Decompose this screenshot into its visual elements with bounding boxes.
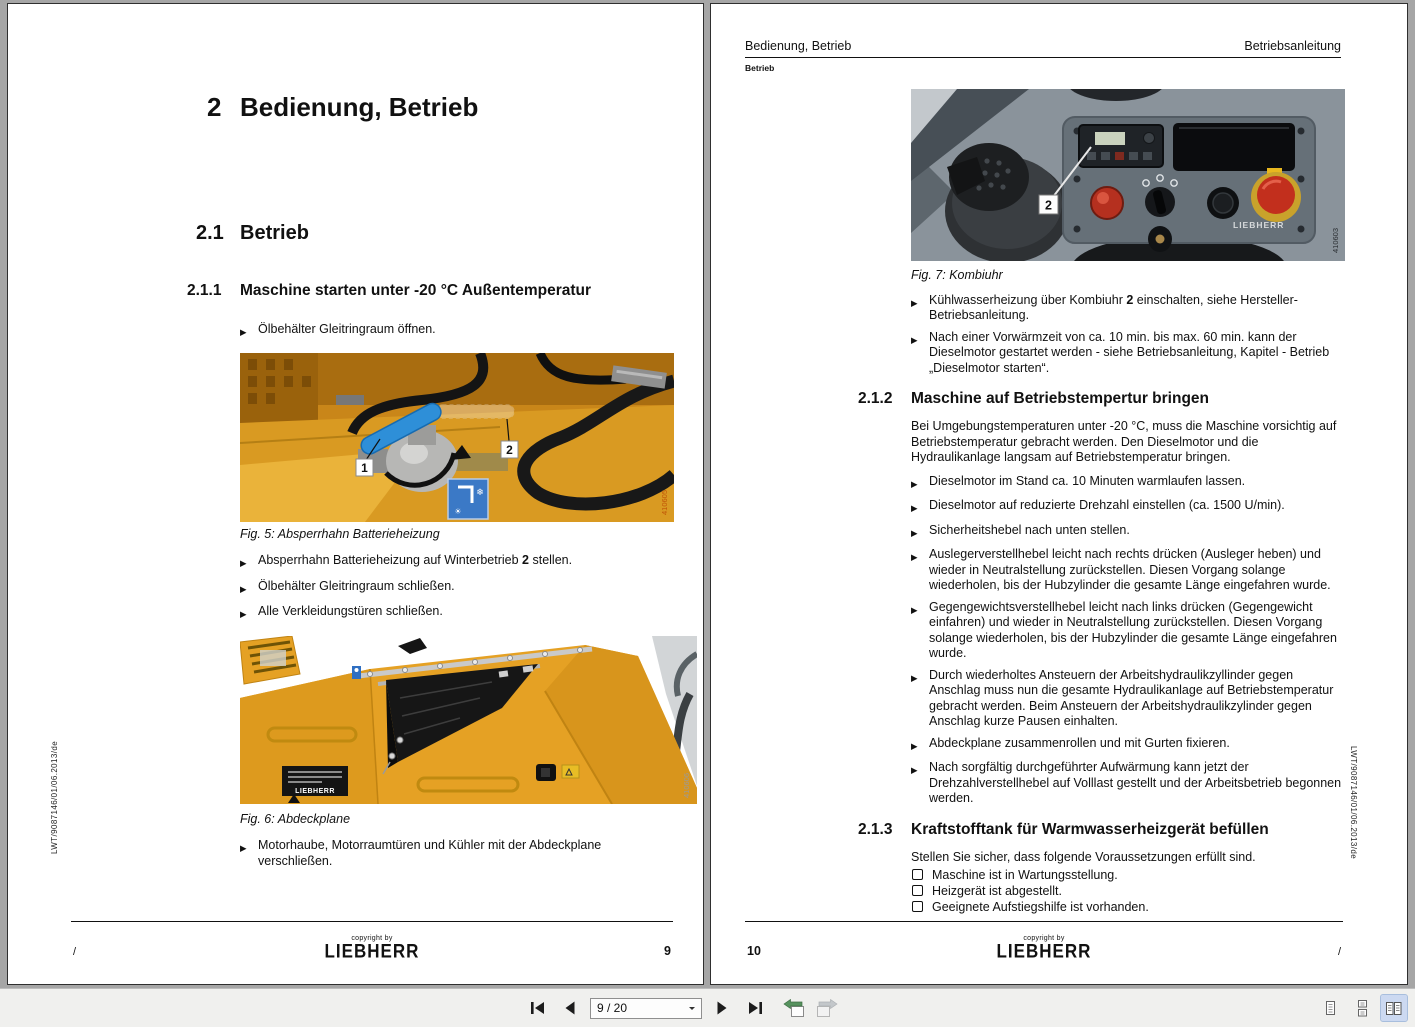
bullet-arrow-icon: ▶: [911, 297, 918, 308]
figure-5-photo: [240, 353, 674, 522]
body-paragraph: Stellen Sie sicher, dass folgende Voraussetzungen erfüllt sind.: [911, 849, 1256, 864]
manual-page-right: [710, 3, 1408, 985]
bullet-arrow-icon: ▶: [240, 609, 247, 619]
section-title: Betrieb: [240, 222, 309, 244]
callout-label-2: 2: [1045, 198, 1052, 213]
header-doc-type: Betriebsanleitung: [1244, 39, 1341, 53]
instruction-bullet: ▶ Nach einer Vorwärmzeit von ca. 10 min. bis max. 60 min. kann der Dieselmotor gestartet werden - siehe Betriebsanleitung, Kapitel - Betrieb „Dieselmotor starten“.: [911, 329, 1330, 375]
page-footer: [745, 937, 1343, 969]
dropdown-caret-icon: [689, 1007, 695, 1013]
page-indicator: 9 / 20: [597, 1001, 628, 1015]
figure-7-photo: [911, 89, 1343, 261]
document-number-vertical: LWT/9087146/01/06.2013/de: [50, 740, 59, 854]
photo-id: 410606: [682, 772, 691, 798]
instruction-bullet: ▶ Dieselmotor im Stand ca. 10 Minuten warmlaufen lassen.: [911, 474, 1343, 493]
footer-divider: [71, 921, 673, 922]
section-number: 2.1.1: [187, 282, 222, 299]
bullet-arrow-icon: ▶: [911, 552, 918, 562]
previous-page-button[interactable]: [557, 995, 583, 1021]
instruction-bullet: ▶ Gegengewichtsverstellhebel leicht nach links drücken (Gegengewicht einfahren) und wieder in Neutralstellung zurückstellen. Diesen Vorgang solange wiederholen, bis der Hubzylinder die gesamte Länge eingefahren wurde.: [911, 599, 1337, 660]
footer-slash: /: [73, 946, 77, 958]
instruction-bullet: ▶ Sicherheitshebel nach unten stellen.: [911, 523, 1343, 542]
precondition-item: Heizgerät ist abgestellt.: [911, 883, 1343, 899]
bullet-arrow-icon: ▶: [911, 334, 918, 345]
previous-view-button[interactable]: [781, 995, 807, 1021]
checkbox-icon: [912, 885, 923, 896]
section-2-1-3-heading: [858, 820, 1343, 839]
pdf-viewer-toolbar: [0, 988, 1415, 1027]
two-page-view-button[interactable]: [1381, 995, 1407, 1021]
section-2-1-heading: [196, 221, 674, 245]
figure-caption: Fig. 6: Abdeckplane: [240, 811, 351, 826]
section-number: 2.1.3: [858, 820, 893, 838]
precondition-item: Geeignete Aufstiegshilfe ist vorhanden.: [911, 899, 1343, 915]
bullet-arrow-icon: ▶: [240, 583, 247, 594]
figure-caption: Fig. 7: Kombiuhr: [911, 268, 1003, 282]
next-page-button[interactable]: [709, 995, 735, 1021]
sun-icon: ☀: [454, 506, 462, 516]
bullet-arrow-icon: ▶: [911, 765, 918, 775]
callout-label-2: 2: [506, 442, 513, 457]
section-title: Maschine starten unter -20 °C Außentemperatur: [240, 282, 592, 299]
bullet-arrow-icon: ▶: [240, 843, 247, 853]
liebherr-logo: copyright by LIEBHERR: [996, 935, 1092, 963]
section-title: Maschine auf Betriebstempertur bringen: [911, 390, 1210, 407]
figure-caption: Fig. 5: Absperrhahn Batterieheizung: [240, 526, 440, 541]
checkbox-icon: [912, 869, 923, 880]
page-footer: [71, 937, 673, 969]
instruction-bullet: ▶ Durch wiederholtes Ansteuern der Arbeitshydraulikzyllinder gegen Anschlag muss nun die gesamte Hydraulikanlage auf Betriebstemperatur gebracht werden. Beim Ansteuern der Arbeitshydraulikzylinder gegen Anschlag kurze Pausen einhalten.: [911, 667, 1334, 728]
bullet-arrow-icon: ▶: [240, 558, 247, 568]
section-2-1-2-heading: [858, 389, 1343, 408]
page-number-combobox[interactable]: [590, 998, 702, 1019]
running-header: [745, 39, 1341, 58]
bullet-arrow-icon: ▶: [911, 604, 918, 615]
photo-id: 410605: [660, 489, 669, 515]
instruction-bullet: ▶ Dieselmotor auf reduzierte Drehzahl einstellen (ca. 1500 U/min).: [911, 498, 1343, 517]
section-number: 2.1: [196, 222, 224, 244]
last-page-button[interactable]: [742, 995, 768, 1021]
instruction-bullet: ▶ Ölbehälter Gleitringraum öffnen.: [240, 322, 674, 341]
page-number: 9: [664, 944, 671, 958]
bullet-arrow-icon: ▶: [911, 503, 918, 513]
photo-id: 410603: [1331, 227, 1340, 253]
chapter-number: 2: [207, 92, 222, 122]
tarp-photo-illustration: [240, 636, 697, 804]
bullet-arrow-icon: ▶: [911, 740, 918, 751]
continuous-view-button[interactable]: [1349, 995, 1375, 1021]
valve-photo-illustration: [240, 353, 674, 522]
section-title: Kraftstofftank für Warmwasserheizgerät befüllen: [911, 820, 1269, 838]
instruction-bullet: ▶ Motorhaube, Motorraumtüren und Kühler mit der Abdeckplane verschließen.: [240, 838, 602, 868]
section-number: 2.1.2: [858, 390, 893, 407]
next-view-button[interactable]: [814, 995, 840, 1021]
footer-slash: /: [1337, 946, 1341, 958]
bullet-arrow-icon: ▶: [240, 327, 247, 337]
footer-divider: [745, 921, 1343, 922]
snowflake-icon: ❄: [476, 486, 484, 497]
callout-label-1: 1: [361, 460, 368, 475]
control-panel-photo-illustration: [911, 89, 1345, 261]
page-number: 10: [747, 944, 761, 958]
manual-page-left: [7, 3, 704, 985]
instruction-bullet: ▶ Kühlwasserheizung über Kombiuhr 2 einschalten, siehe Hersteller-Betriebsanleitung.: [911, 292, 1298, 322]
bullet-arrow-icon: ▶: [911, 672, 918, 683]
single-page-view-button[interactable]: [1317, 995, 1343, 1021]
section-2-1-1-heading: [187, 281, 674, 300]
instruction-bullet: ▶ Ölbehälter Gleitringraum schließen.: [240, 579, 674, 598]
instruction-bullet: ▶ Auslegerverstellhebel leicht nach rechts drücken (Ausleger heben) und wieder in Neutralstellung zurückstellen. Diesen Vorgang solange wiederholen, bis der Hubzylinder die gesamte Länge eingefahren wurde.: [911, 547, 1331, 592]
precondition-item: Maschine ist in Wartungsstellung.: [911, 867, 1343, 883]
header-subsection: Betrieb: [745, 63, 775, 73]
bullet-arrow-icon: ▶: [911, 527, 918, 538]
bullet-arrow-icon: ▶: [911, 478, 918, 489]
checkbox-icon: [912, 901, 923, 912]
figure-6-photo: [240, 636, 691, 804]
instruction-bullet: ▶ Abdeckplane zusammenrollen und mit Gurten fixieren.: [911, 736, 1343, 755]
instruction-bullet: ▶ Nach sorgfältig durchgeführter Aufwärmung kann jetzt der Drehzahlverstellhebel auf Volllast gestellt und der Arbeitsbetrieb begonnen werden.: [911, 760, 1342, 805]
body-paragraph: Bei Umgebungstemperaturen unter -20 °C, muss die Maschine vorsichtig auf Betriebstemperatur gebracht werden. Den Dieselmotor und die Hydraulikanlage langsam auf Betriebstemperatur bringen.: [911, 419, 1337, 464]
document-number-vertical: LWT/9087146/01/06.2013/de: [1349, 746, 1358, 860]
instruction-bullet: ▶ Alle Verkleidungstüren schließen.: [240, 604, 674, 623]
liebherr-logo: copyright by LIEBHERR: [324, 935, 420, 963]
first-page-button[interactable]: [524, 995, 550, 1021]
nameplate-brand: LIEBHERR: [295, 787, 335, 795]
instruction-bullet: ▶ Absperrhahn Batterieheizung auf Winterbetrieb 2 stellen.: [240, 553, 674, 572]
chapter-heading: [207, 92, 674, 122]
header-chapter: Bedienung, Betrieb: [745, 39, 852, 53]
chapter-title: Bedienung, Betrieb: [240, 92, 479, 122]
panel-brand: LIEBHERR: [1233, 220, 1285, 230]
